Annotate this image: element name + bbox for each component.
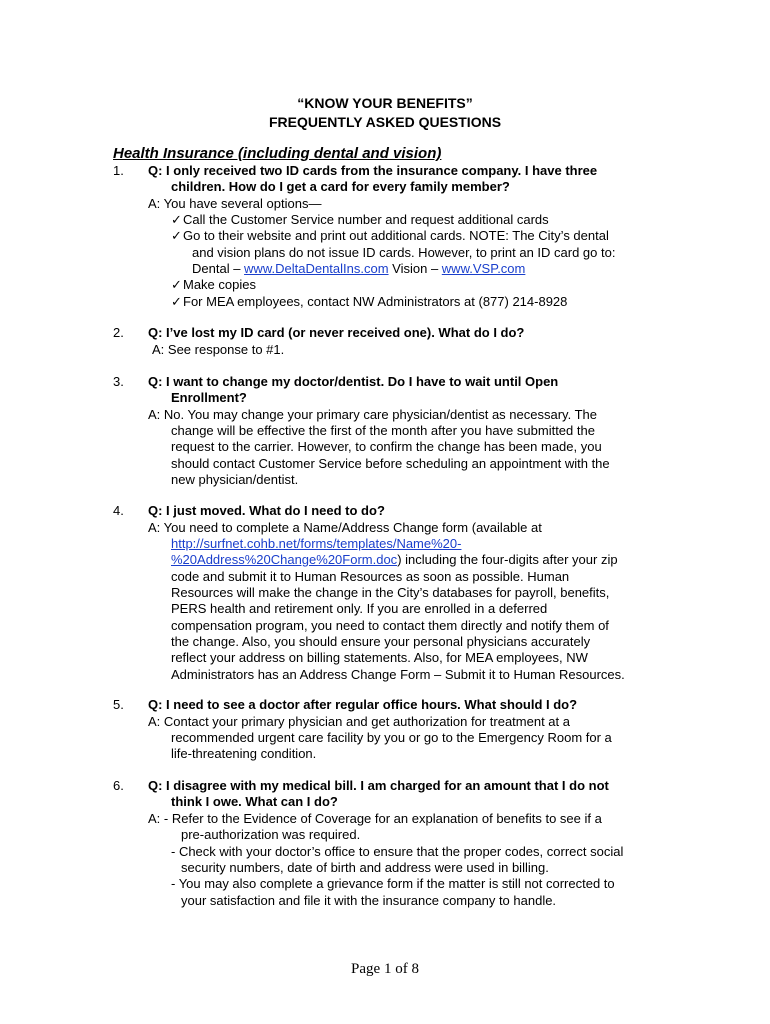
answer-line: A: You need to complete a Name/Address Change form (available at [148,520,542,535]
page-title-line1: “KNOW YOUR BENEFITS” [297,95,473,111]
question-line: children. How do I get a card for every family member? [171,179,510,194]
dental-link[interactable]: www.DeltaDentalIns.com [244,261,389,276]
bullet-text: Call the Customer Service number and request additional cards [183,212,549,227]
item-number: 6. [113,778,124,793]
answer-line: compensation program, you need to contact them directly and notify them of [171,618,609,633]
answer-line: code and submit it to Human Resources as soon as possible. Human [171,569,570,584]
answer-line: security numbers, date of birth and address were used in billing. [181,860,549,875]
question-line: Q: I just moved. What do I need to do? [148,503,385,518]
answer-line: - Check with your doctor’s office to ensure that the proper codes, correct social [171,844,624,859]
answer-line: A: See response to #1. [152,342,285,357]
answer-line: your satisfaction and file it with the insurance company to handle. [181,893,557,908]
answer-line: - You may also complete a grievance form if the matter is still not corrected to [171,876,615,891]
question-line: Q: I want to change my doctor/dentist. Do I have to wait until Open [148,374,559,389]
answer-line: A: - Refer to the Evidence of Coverage for an explanation of benefits to see if a [148,811,602,826]
question-line: Q: I only received two ID cards from the insurance company. I have three [148,163,598,178]
item-number: 2. [113,325,124,340]
answer-line: reflect your address on billing statements. Also, for MEA employees, NW [171,650,588,665]
bullet-text: For MEA employees, contact NW Administrators at (877) 214-8928 [183,294,568,309]
answer-line: Resources will make the change in the City’s databases for payroll, benefits, [171,585,610,600]
answer-line: request to the carrier. However, to confirm the change has been made, you [171,439,602,454]
bullet-text: Make copies [183,277,256,292]
question-line: think I owe. What can I do? [171,794,338,809]
bullet-item [171,294,567,310]
vision-label: Vision – [388,261,442,276]
answer-line: change will be effective the first of the month after you have submitted the [171,423,595,438]
item-number: 1. [113,163,124,178]
bullet-item [171,228,609,244]
form-link-cont[interactable]: %20Address%20Change%20Form.doc [171,552,398,567]
answer-line: A: No. You may change your primary care physician/dentist as necessary. The [148,407,597,422]
checkmark-icon: ✓ [171,277,182,292]
question-line: Q: I need to see a doctor after regular office hours. What should I do? [148,697,578,712]
answer-line: A: You have several options— [148,196,322,211]
bullet-item [171,212,549,228]
vision-link[interactable]: www.VSP.com [441,261,526,276]
answer-line [171,552,618,568]
checkmark-icon: ✓ [171,212,182,227]
checkmark-icon: ✓ [171,228,182,243]
bullet-text-cont: and vision plans do not issue ID cards. However, to print an ID card go to: [192,245,616,260]
bullet-links-line [192,261,525,277]
answer-line: A: Contact your primary physician and get authorization for treatment at a [148,714,570,729]
bullet-text: Go to their website and print out additional cards. NOTE: The City’s dental [183,228,609,243]
checkmark-icon: ✓ [171,294,182,309]
page-number: Page 1 of 8 [351,961,419,977]
item-number: 5. [113,697,124,712]
item-number: 4. [113,503,124,518]
question-line: Q: I disagree with my medical bill. I am charged for an amount that I do not [148,778,609,793]
answer-line: should contact Customer Service before scheduling an appointment with the [171,456,610,471]
answer-line: pre-authorization was required. [181,827,361,842]
answer-line: the change. Also, you should ensure your personal physicians accurately [171,634,591,649]
answer-line [171,536,461,552]
answer-text: ) including the four-digits after your zip [397,552,618,567]
bullet-item [171,277,256,293]
answer-line: new physician/dentist. [171,472,299,487]
form-link[interactable]: http://surfnet.cohb.net/forms/templates/Name%20- [171,536,462,551]
answer-line: life-threatening condition. [171,746,317,761]
answer-line: recommended urgent care facility by you or go to the Emergency Room for a [171,730,612,745]
dental-label: Dental – [192,261,245,276]
question-line: Enrollment? [171,390,247,405]
answer-line: Administrators has an Address Change Form – Submit it to Human Resources. [171,667,625,682]
item-number: 3. [113,374,124,389]
question-line: Q: I’ve lost my ID card (or never received one). What do I do? [148,325,525,340]
answer-line: PERS health and retirement only. If you are enrolled in a deferred [171,601,548,616]
page-title-line2: FREQUENTLY ASKED QUESTIONS [268,114,502,130]
section-heading: Health Insurance (including dental and vision) [113,145,442,162]
